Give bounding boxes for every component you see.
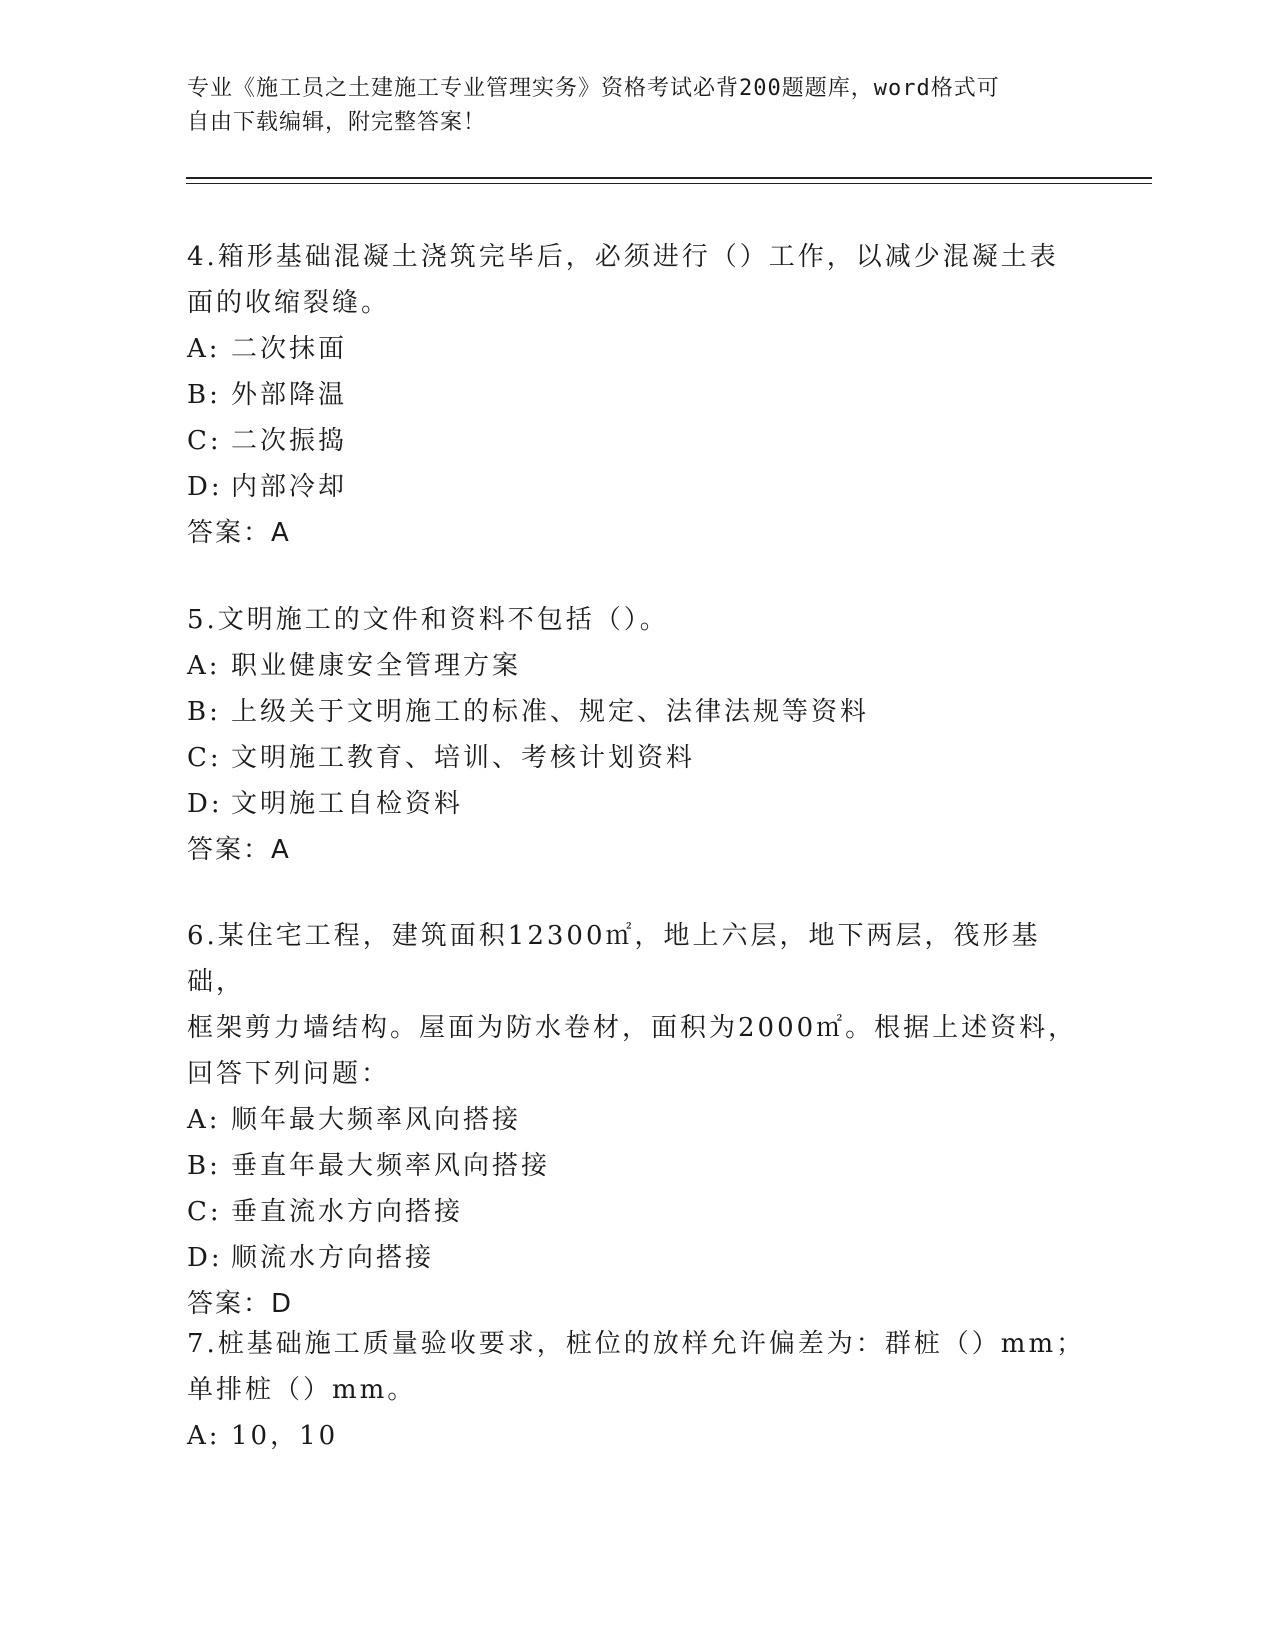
option-a (187, 643, 1087, 689)
question-stem-line: 回答下列问题： (187, 1059, 391, 1089)
option-label: B: (187, 1151, 221, 1181)
option-label: D: (187, 789, 223, 819)
question-stem-line: 7.桩基础施工质量验收要求，桩位的放样允许偏差为：群桩（）mm； (187, 1329, 1086, 1359)
option-text: 垂直年最大频率风向搭接 (231, 1151, 551, 1181)
option-b (187, 372, 1087, 418)
option-label: A: (187, 1421, 221, 1451)
option-d (187, 464, 1087, 510)
option-label: B: (187, 380, 221, 410)
question-7 (187, 1321, 1087, 1459)
option-c (187, 1189, 1087, 1235)
header-line-2: 自由下载编辑，附完整答案！ (187, 110, 487, 135)
header-line-1: 专业《施工员之土建施工专业管理实务》资格考试必背200题题库，word格式可 (187, 76, 1000, 101)
option-text: 二次振捣 (231, 426, 348, 456)
option-label: B: (187, 697, 221, 727)
option-label: C: (187, 1197, 222, 1227)
option-text: 垂直流水方向搭接 (231, 1197, 464, 1227)
option-label: C: (187, 426, 222, 456)
option-label: A: (187, 334, 221, 364)
answer: 答案：A (187, 518, 291, 548)
document-header (187, 72, 1067, 140)
answer: 答案：D (187, 1289, 294, 1319)
option-c (187, 735, 1087, 781)
question-stem-line: 单排桩（）mm。 (187, 1375, 417, 1405)
question-6 (187, 913, 1087, 1327)
question-stem-line: 5.文明施工的文件和资料不包括（）。 (187, 605, 669, 635)
header-divider-thick (186, 177, 1152, 179)
option-b (187, 689, 1087, 735)
answer: 答案：A (187, 835, 291, 865)
option-b (187, 1143, 1087, 1189)
question-5 (187, 597, 1087, 873)
option-d (187, 781, 1087, 827)
option-text: 二次抹面 (231, 334, 348, 364)
option-label: D: (187, 472, 223, 502)
option-d (187, 1235, 1087, 1281)
option-text: 文明施工自检资料 (231, 789, 464, 819)
option-text: 文明施工教育、培训、考核计划资料 (231, 743, 696, 773)
option-a (187, 1097, 1087, 1143)
option-label: C: (187, 743, 222, 773)
option-a (187, 1413, 1087, 1459)
option-text: 顺流水方向搭接 (231, 1243, 435, 1273)
option-text: 上级关于文明施工的标准、规定、法律法规等资料 (231, 697, 870, 727)
option-text: 10，10 (231, 1421, 339, 1451)
option-text: 内部冷却 (231, 472, 348, 502)
option-label: A: (187, 1105, 221, 1135)
option-c (187, 418, 1087, 464)
question-stem-line: 面的收缩裂缝。 (187, 288, 391, 318)
option-label: A: (187, 651, 221, 681)
option-text: 顺年最大频率风向搭接 (231, 1105, 522, 1135)
question-stem-line: 6.某住宅工程，建筑面积12300㎡，地上六层，地下两层，筏形基础， (187, 921, 1041, 997)
question-4 (187, 234, 1087, 556)
question-stem-line: 框架剪力墙结构。屋面为防水卷材，面积为2000㎡。根据上述资料， (187, 1013, 1078, 1043)
option-label: D: (187, 1243, 223, 1273)
option-a (187, 326, 1087, 372)
header-divider-thin (186, 183, 1152, 184)
option-text: 外部降温 (231, 380, 348, 410)
option-text: 职业健康安全管理方案 (231, 651, 522, 681)
question-stem-line: 4.箱形基础混凝土浇筑完毕后，必须进行（）工作，以减少混凝土表 (187, 242, 1059, 272)
